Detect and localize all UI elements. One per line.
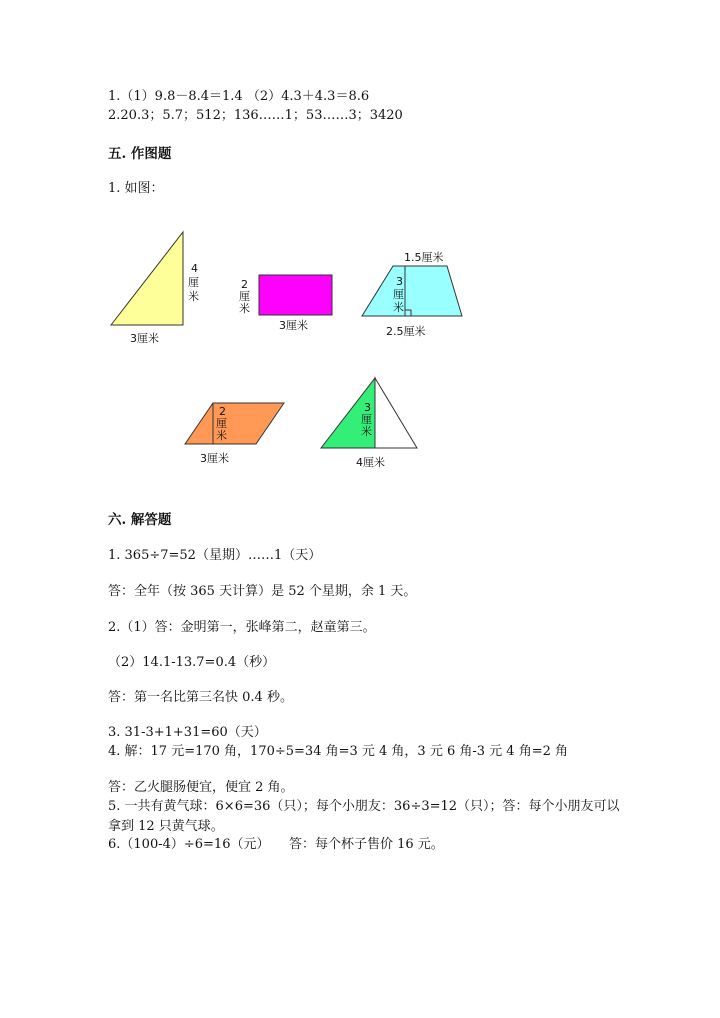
tri2-base-label: 4厘米	[356, 456, 385, 469]
magenta-rectangle	[259, 275, 332, 315]
triangle1-unit-label: 厘	[188, 276, 199, 289]
solution-5: 5. 一共有黄气球：6×6=36（只）；每个小朋友：36÷3=12（只）；答：每个小朋友可以拿到 12 只黄气球。	[108, 799, 620, 834]
rect-base-label: 3厘米	[279, 319, 308, 332]
trapezoid-bottom-label: 2.5厘米	[386, 325, 426, 338]
orange-parallelogram-figure	[185, 403, 284, 465]
solution-1: 1. 365÷7=52（星期）……1（天）	[108, 548, 322, 563]
para-height-label: 2	[219, 405, 226, 418]
yellow-triangle-figure	[111, 232, 199, 345]
section-title-5: 五. 作图题	[108, 146, 172, 162]
orange-parallelogram	[185, 403, 284, 444]
trapezoid-unit-label: 厘	[393, 288, 404, 301]
triangle1-base-label: 3厘米	[130, 332, 159, 345]
triangle1-height-label: 4	[191, 262, 198, 275]
triangle1-unit2-label: 米	[188, 290, 199, 303]
solution-1-answer: 答：全年（按 365 天计算）是 52 个星期，余 1 天。	[108, 584, 417, 599]
solution-2-2: （2）14.1-13.7=0.4（秒）	[108, 655, 276, 670]
solution-4-answer: 答：乙火腿肠便宜，便宜 2 角。	[108, 780, 294, 795]
solution-2-answer: 答：第一名比第三名快 0.4 秒。	[108, 690, 293, 705]
solution-6: 6.（100-4）÷6=16（元） 答：每个杯子售价 16 元。	[108, 837, 444, 852]
trapezoid-unit2-label: 米	[393, 301, 404, 314]
yellow-triangle	[111, 232, 183, 325]
trapezoid-top-label: 1.5厘米	[404, 251, 444, 264]
solution-4: 4. 解：17 元=170 角，170÷5=34 角=3 元 4 角，3 元 6 角-3 元 4 角=2 角	[108, 744, 568, 759]
tri2-unit-label: 厘	[361, 413, 372, 426]
para-unit2-label: 米	[216, 429, 227, 442]
magenta-rectangle-figure	[239, 275, 332, 332]
white-triangle-right	[375, 378, 417, 448]
tri2-height-label: 3	[364, 401, 371, 414]
rect-height-label: 2	[241, 278, 248, 291]
tri2-unit2-label: 米	[361, 425, 372, 438]
para-base-label: 3厘米	[200, 452, 229, 465]
para-unit-label: 厘	[216, 417, 227, 430]
section-title-6: 六. 解答题	[108, 512, 172, 528]
green-triangle-figure	[321, 378, 417, 469]
solution-3: 3. 31-3+1+31=60（天）	[108, 725, 267, 740]
answer-line-2: 2.20.3；5.7；512；136……1；53……3；3420	[108, 108, 403, 123]
trapezoid-height-label: 3	[396, 275, 403, 288]
cyan-trapezoid-figure	[362, 250, 462, 338]
cyan-trapezoid	[362, 266, 462, 316]
solution-2-1: 2.（1）答：金明第一，张峰第二，赵童第三。	[108, 620, 376, 635]
rect-unit2-label: 米	[239, 302, 250, 315]
figures-canvas	[0, 0, 720, 500]
answer-line-1: 1.（1）9.8－8.4＝1.4 （2）4.3＋4.3＝8.6	[108, 89, 370, 104]
figure-intro: 1. 如图：	[108, 181, 164, 196]
rect-unit-label: 厘	[239, 290, 250, 303]
